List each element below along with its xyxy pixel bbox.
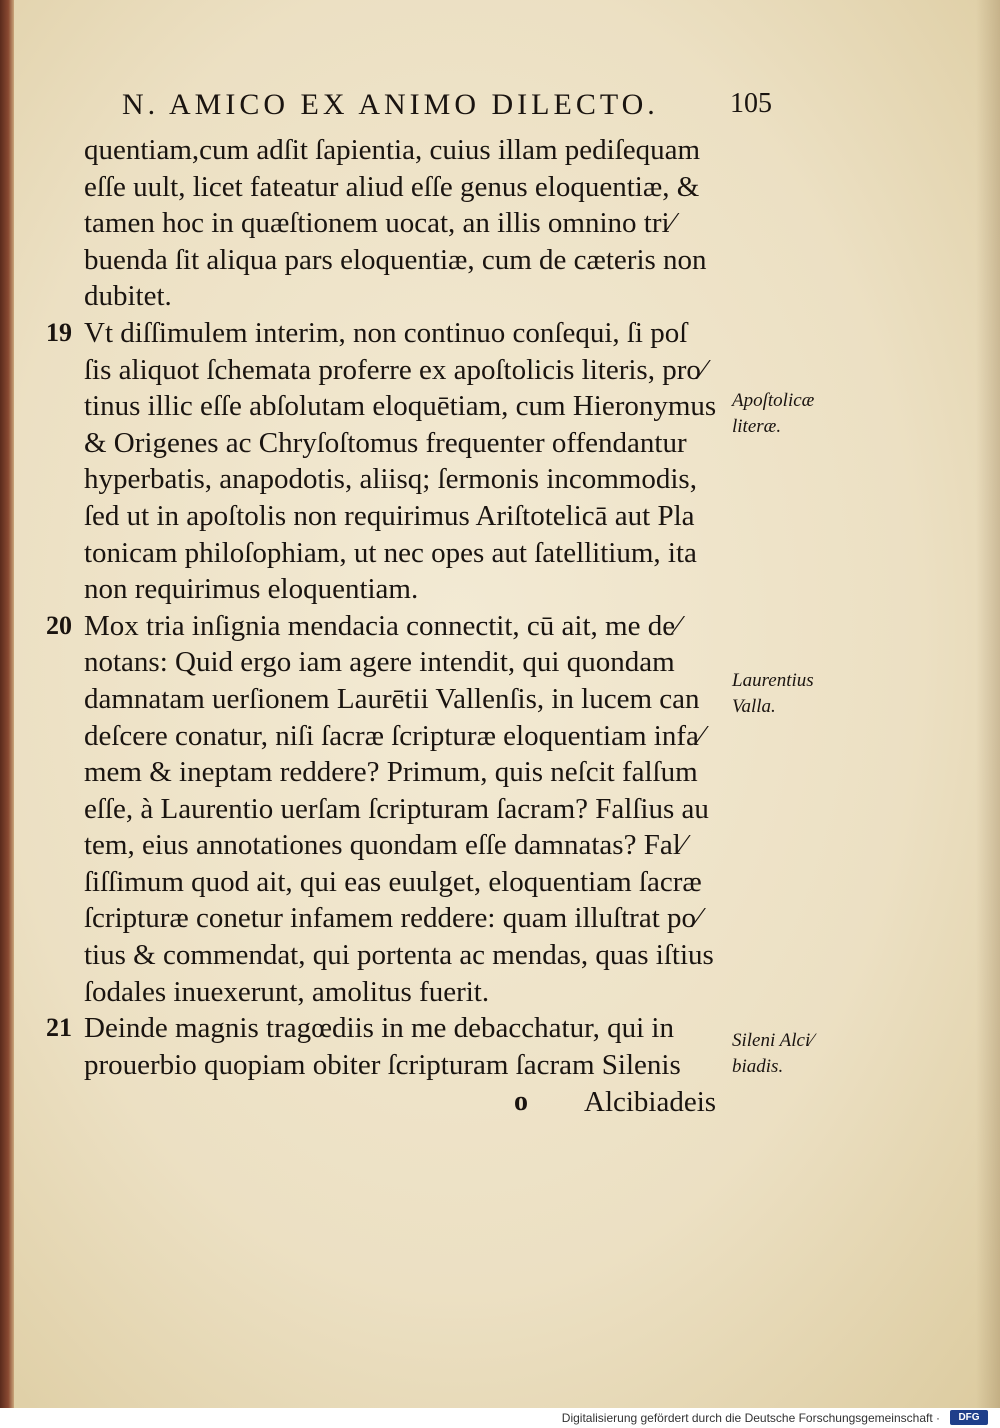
text-line-content: eſſe, à Laurentio uerſam ſcripturam ſacram? Falſius au [84, 792, 709, 825]
text-line-content: buenda ſit aliqua pars eloquentiæ, cum de cæteris non [84, 243, 707, 276]
text-line-content: tinus illic eſſe abſolutam eloquētiam, cum Hieronymus [84, 390, 717, 423]
text-line-content: prouerbio quopiam obiter ſcripturam ſacram Silenis [84, 1048, 681, 1081]
text-line-content: mem & ineptam reddere? Primum, quis neſcit falſum [84, 756, 698, 789]
text-line-content: eſſe uult, licet fateatur aliud eſſe genus eloquentiæ, & [84, 170, 700, 203]
running-head: N. AMICO EX ANIMO DILECTO. [122, 88, 659, 121]
text-line [84, 352, 734, 389]
text-line [84, 900, 734, 937]
margin-note-line: Laurentius [732, 670, 814, 691]
text-line-content: tamen hoc in quæſtionem uocat, an illis omnino tri⁄ [84, 207, 675, 240]
text-line [84, 461, 734, 498]
text-line [84, 571, 734, 608]
text-line [84, 388, 734, 425]
text-line [84, 791, 734, 828]
text-line [84, 718, 734, 755]
text-line [84, 644, 734, 681]
text-line [84, 974, 734, 1011]
margin-note-line: biadis. [732, 1056, 784, 1077]
digitization-footer [0, 1408, 1000, 1428]
footer-credit: Digitalisierung gefördert durch die Deutsche Forschungsgemeinschaft · [561, 1411, 940, 1425]
text-line [84, 278, 734, 315]
page-header [122, 88, 772, 128]
body-text [46, 132, 734, 1118]
page-number: 105 [730, 88, 772, 119]
book-binding-edge [0, 0, 14, 1428]
text-line [84, 132, 734, 169]
text-line-content: non requirimus eloquentiam. [84, 573, 419, 606]
book-page [14, 0, 1000, 1408]
text-line-content: hyperbatis, anapodotis, aliisq; ſermonis incommodis, [84, 463, 697, 496]
text-line-content: tius & commendat, qui portenta ac mendas, quas iſtius [84, 939, 714, 972]
text-line-content: ſiſſimum quod ait, qui eas euulget, eloquentiam ſacræ [84, 865, 702, 898]
text-line [84, 1047, 734, 1084]
text-line [84, 827, 734, 864]
text-line-content: ſodales inuexerunt, amolitus fuerit. [84, 975, 490, 1008]
text-line-content: damnatam uerſionem Laurētii Vallenſis, in lucem can [84, 682, 700, 715]
text-line [84, 681, 734, 718]
margin-note-sileni [732, 1028, 842, 1080]
text-line [84, 754, 734, 791]
text-line [46, 1010, 734, 1047]
text-line [84, 425, 734, 462]
text-line [84, 535, 734, 572]
text-line-content: & Origenes ac Chryſoſtomus frequenter offendantur [84, 426, 687, 459]
margin-note-line: Apoſtolicæ [732, 390, 815, 411]
text-line-content: deſcere conatur, niſi ſacræ ſcripturæ eloquentiam infa⁄ [84, 719, 704, 752]
margin-note-line: Valla. [732, 696, 776, 717]
text-line [84, 205, 734, 242]
text-line-content: notans: Quid ergo iam agere intendit, qui quondam [84, 646, 675, 679]
text-line-content: ſis aliquot ſchemata proferre ex apoſtolicis literis, pro⁄ [84, 353, 706, 386]
paragraph-number: 19 [46, 317, 72, 347]
margin-note-apostolicae [732, 388, 842, 440]
text-line-content: ſcripturæ conetur infamem reddere: quam illuſtrat po⁄ [84, 902, 701, 935]
margin-note-line: Sileni Alci⁄ [732, 1030, 814, 1051]
catch-line [84, 1084, 734, 1124]
text-line [84, 498, 734, 535]
text-line-content: dubitet. [84, 280, 172, 313]
text-line [46, 608, 734, 645]
margin-note-laurentius [732, 668, 842, 720]
text-line [84, 169, 734, 206]
margin-note-line: literæ. [732, 416, 782, 437]
text-line [84, 864, 734, 901]
text-line-content: Deinde magnis tragœdiis in me debacchatur, qui in [84, 1012, 674, 1045]
text-line-content: tem, eius annotationes quondam eſſe damnatas? Fal⁄ [84, 829, 686, 862]
catchword: Alcibiadeis [584, 1085, 717, 1118]
paragraph-number: 21 [46, 1013, 72, 1043]
signature-mark: o [514, 1085, 528, 1117]
text-line-content: Mox tria inſignia mendacia connectit, cū ait, me de⁄ [84, 609, 680, 642]
text-line-content: tonicam philoſophiam, ut nec opes aut ſatellitium, ita [84, 536, 697, 569]
text-line-content: quentiam,cum adſit ſapientia, cuius illam pediſequam [84, 134, 701, 166]
text-line [84, 242, 734, 279]
text-line [84, 937, 734, 974]
text-line-content: ſed ut in apoſtolis non requirimus Ariſtotelicā aut Pla [84, 499, 695, 532]
dfg-logo: DFG [950, 1410, 988, 1425]
text-line [46, 315, 734, 352]
paragraph-number: 20 [46, 610, 72, 640]
text-line-content: Vt diſſimulem interim, non continuo conſequi, ſi poſ [84, 316, 688, 349]
